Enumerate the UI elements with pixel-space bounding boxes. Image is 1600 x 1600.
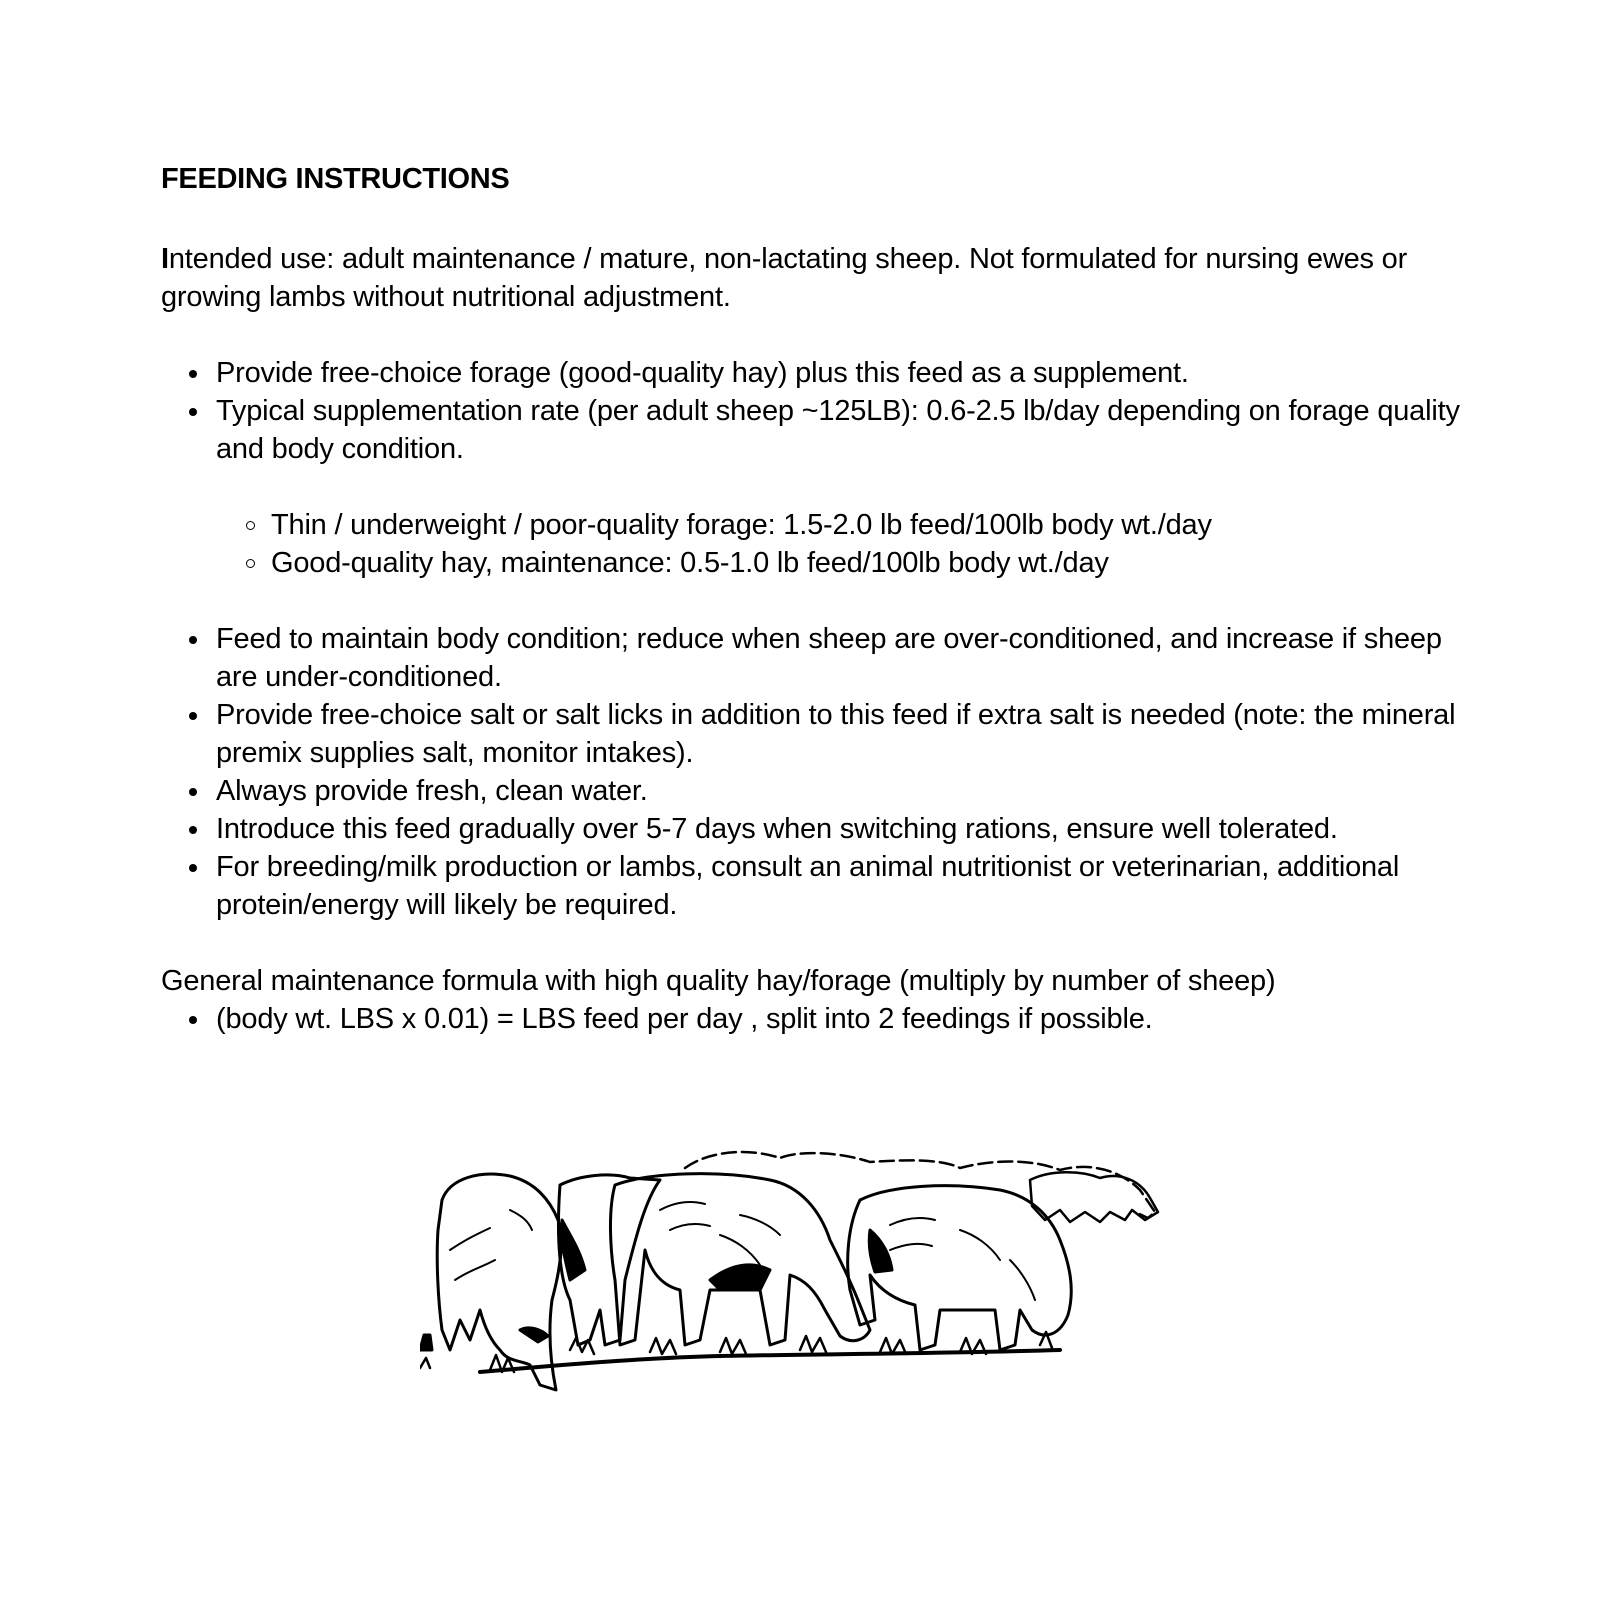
sheep-1-fleece (450, 1210, 532, 1280)
formula-heading: General maintenance formula with high quality hay/forage (multiply by number of sheep) (161, 965, 1276, 997)
intended-use-paragraph (161, 240, 1461, 316)
formula-item: (body wt. LBS x 0.01) = LBS feed per day , split into 2 feedings if possible. (216, 1000, 1461, 1038)
sheep-1-body (437, 1174, 561, 1390)
list-item-text: Typical supplementation rate (per adult sheep ~125LB): 0.6-2.5 lb/day depending on forage quality and body condition. (216, 395, 1460, 465)
sheep-4-fleece (890, 1218, 1035, 1300)
grass-marker (420, 1335, 432, 1350)
background-flock-outline (685, 1152, 1155, 1218)
intended-use-text: ntended use: adult maintenance / mature, non-lactating sheep. Not formulated for nursing ewes or growing lambs without nutritional adjustment. (161, 243, 1408, 313)
formula-list (161, 1000, 1461, 1038)
supplementation-rate-sublist (216, 506, 1461, 582)
sub-list-item: Thin / underweight / poor-quality forage: 1.5-2.0 lb feed/100lb body wt./day (271, 506, 1461, 544)
list-item: Always provide fresh, clean water. (216, 772, 1461, 810)
document-title: FEEDING INSTRUCTIONS (161, 163, 510, 195)
sheep-3-fleece (660, 1202, 780, 1265)
list-item: Provide free-choice forage (good-quality hay) plus this feed as a supplement. (216, 354, 1461, 392)
list-item: Introduce this feed gradually over 5-7 days when switching rations, ensure well tolerated. (216, 810, 1461, 848)
instructions-list (161, 354, 1461, 924)
list-item: For breeding/milk production or lambs, consult an animal nutritionist or veterinarian, additional protein/energy will likely be required. (216, 848, 1461, 924)
sheep-1-ear (520, 1328, 548, 1342)
intended-use-lead-letter: I (161, 243, 169, 275)
far-sheep-1 (1030, 1172, 1158, 1222)
ground-shadow (480, 1350, 1060, 1372)
list-item (216, 392, 1461, 582)
grazing-sheep-illustration-icon (420, 1140, 1200, 1410)
sheep-2-shade (562, 1220, 585, 1280)
list-item: Feed to maintain body condition; reduce when sheep are over-conditioned, and increase if sheep are under-conditioned. (216, 620, 1461, 696)
list-item: Provide free-choice salt or salt licks in addition to this feed if extra salt is needed (note: the mineral premix supplies salt, monitor intakes). (216, 696, 1461, 772)
sub-list-item: Good-quality hay, maintenance: 0.5-1.0 lb feed/100lb body wt./day (271, 544, 1461, 582)
sheep-4-shade (869, 1230, 892, 1272)
sheep-3-belly-shade (710, 1265, 770, 1290)
feeding-instructions-document (161, 160, 1461, 1038)
